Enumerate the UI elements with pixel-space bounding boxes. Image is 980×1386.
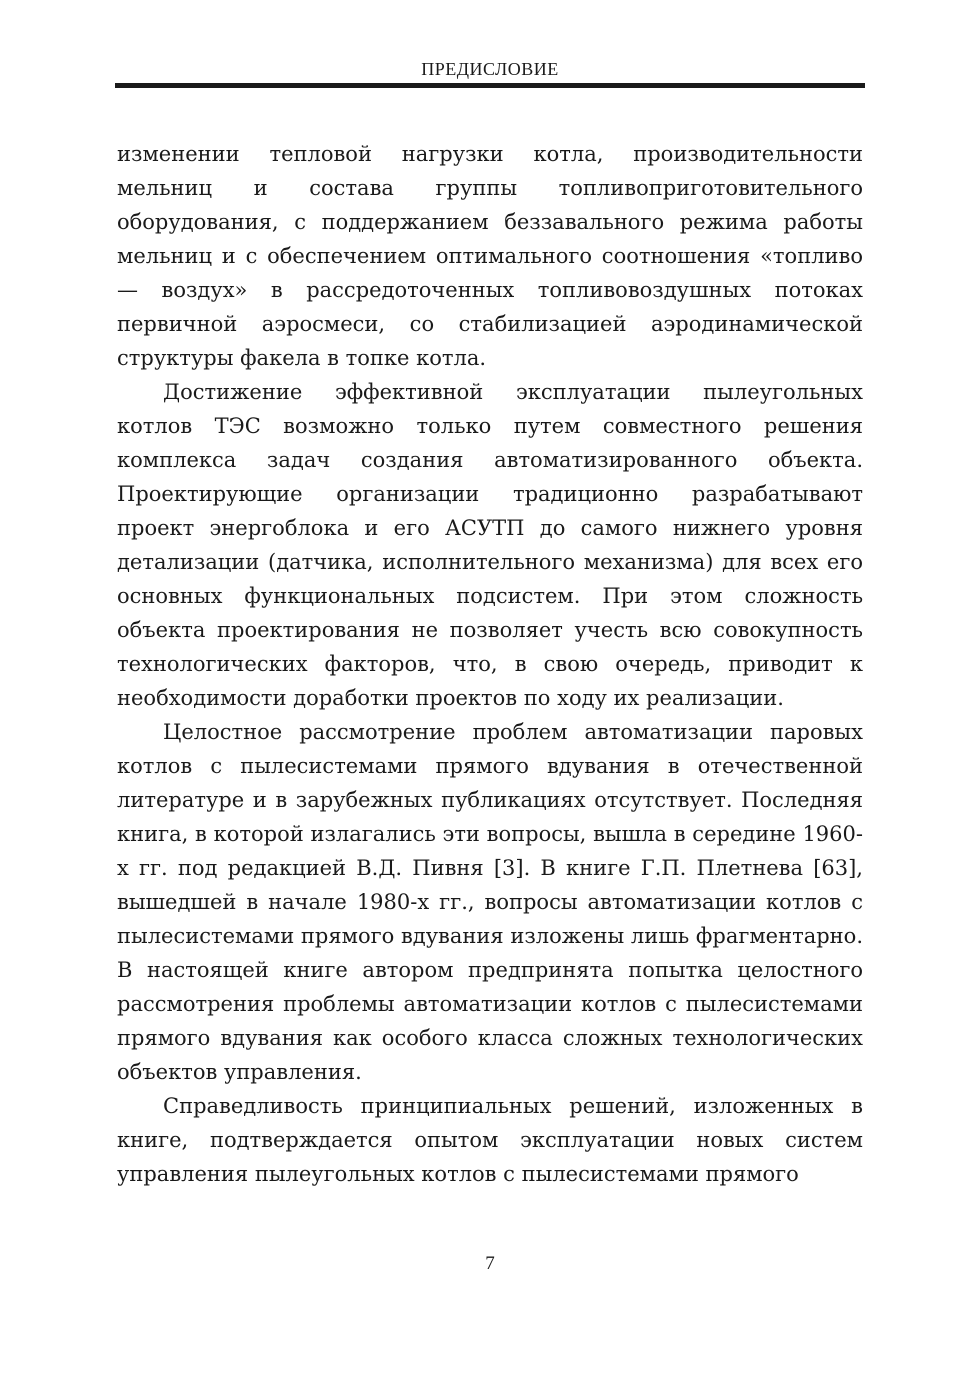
paragraph: Целостное рассмотрение проблем автоматизации паровых котлов с пылесистемами прямого вдувания в отечественной литературе и в зарубежных публикациях отсутствует. Последняя книга, в которой излагались эти вопросы, вышла в середине 1960-х гг. под редакцией В.Д. Пивня [3]. В книге Г.П. Плетнева [63], вышедшей в начале 1980-х гг., вопросы автоматизации котлов с пылесистемами прямого вдувания изложены лишь фрагментарно. В настоящей книге автором предпринята попытка целостного рассмотрения проблемы автоматизации котлов с пылесистемами прямого вдувания как особого класса сложных технологических объектов управления. (117, 720, 863, 1084)
body-text (117, 137, 863, 1191)
page-number: 7 (485, 1253, 495, 1274)
header-rule (115, 83, 865, 88)
running-header: ПРЕДИСЛОВИЕ (421, 59, 559, 79)
paragraph: Достижение эффективной эксплуатации пылеугольных котлов ТЭС возможно только путем совместного решения комплекса задач создания автоматизированного объекта. Проектирующие организации традиционно разрабатывают проект энергоблока и его АСУТП до самого нижнего уровня детализации (датчика, исполнительного механизма) для всех его основных функциональных подсистем. При этом сложность объекта проектирования не позволяет учесть всю совокупность технологических факторов, что, в свою очередь, приводит к необходимости доработки проектов по ходу их реализации. (117, 380, 863, 710)
paragraph: Справедливость принципиальных решений, изложенных в книге, подтверждается опытом эксплуатации новых систем управления пылеугольных котлов с пылесистемами прямого (117, 1094, 863, 1186)
paragraph-continuation: изменении тепловой нагрузки котла, производительности мельниц и состава группы топливоприготовительного оборудования, с поддержанием беззавального режима работы мельниц и с обеспечением оптимального соотношения «топливо — воздух» в рассредоточенных топливовоздушных потоках первичной аэросмеси, со стабилизацией аэродинамической структуры факела в топке котла. (117, 142, 863, 370)
